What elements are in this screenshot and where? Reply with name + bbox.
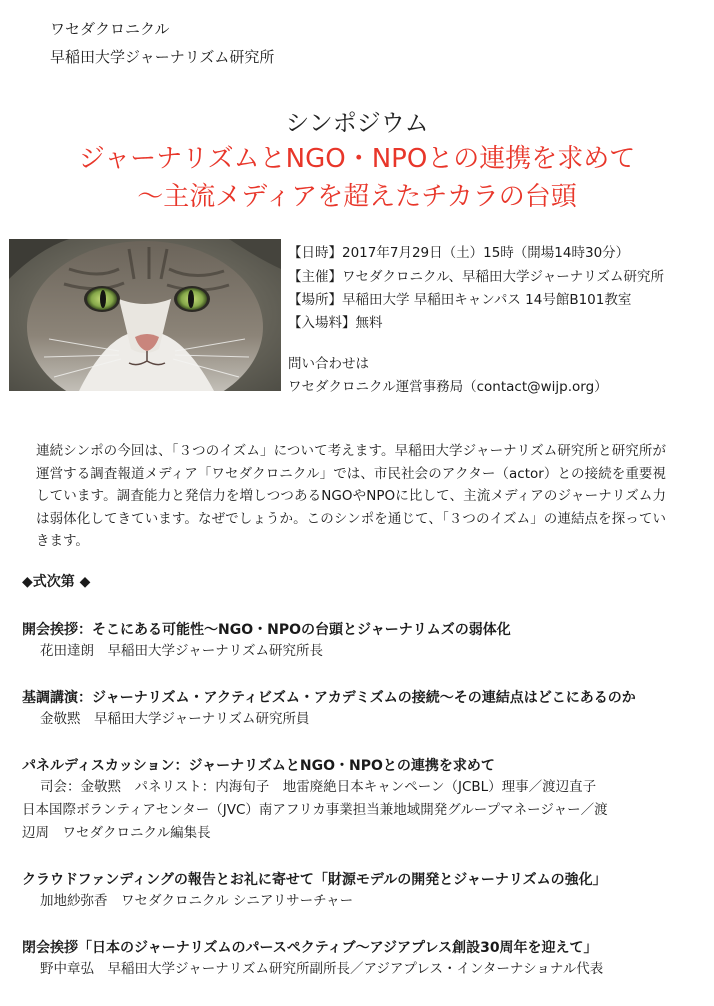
event-date: 【日時】2017年7月29日（土）15時（開場14時30分） — [288, 245, 630, 261]
cat-photo — [9, 239, 281, 391]
schedule-item-speaker: 金敬黙 早稲田大学ジャーナリズム研究所員 — [40, 711, 310, 727]
event-host: 【主催】ワセダクロニクル、早稲田大学ジャーナリズム研究所 — [288, 269, 664, 285]
organizer-institute: 早稲田大学ジャーナリズム研究所 — [50, 48, 275, 66]
event-venue: 【場所】早稲田大学 早稲田キャンパス 14号館B101教室 — [288, 292, 632, 308]
contact-label: 問い合わせは — [288, 356, 369, 372]
schedule-item-title: 基調講演：ジャーナリズム・アクティビズム・アカデミズムの接続〜その連結点はどこにあるのか — [22, 690, 636, 706]
contact-info: ワセダクロニクル運営事務局（contact@wijp.org） — [288, 379, 608, 395]
schedule-item-title: 閉会挨拶「日本のジャーナリズムのパースペクティブ〜アジアプレス創設30周年を迎えて」 — [22, 940, 598, 956]
schedule-item-speaker: 辺周 ワセダクロニクル編集長 — [22, 825, 211, 841]
organizer-name: ワセダクロニクル — [50, 20, 170, 38]
schedule-item-speaker: 司会：金敬黙 パネリスト：内海旬子 地雷廃絶日本キャンペーン（JCBL）理事／渡辺直子 — [40, 779, 597, 795]
schedule-item-speaker: 花田達朗 早稲田大学ジャーナリズム研究所長 — [40, 643, 323, 659]
schedule-heading: ◆式次第 ◆ — [22, 574, 91, 590]
schedule-item-speaker: 加地紗弥香 ワセダクロニクル シニアリサーチャー — [40, 893, 354, 909]
intro-paragraph: 連続シンポの今回は、「３つのイズム」について考えます。早稲田大学ジャーナリズム研究所と研究所が運営する調査報道メディア「ワセダクロニクル」では、市民社会のアクター（actor）との接続を重要視しています。調査能力と発信力を増しつつあるNGOやNPOに比して、主流メディアのジャーナリズム力は弱体化してきています。なぜでしょうか。このシンポを通じて、「３つのイズム」の連結点を探っていきます。 — [36, 443, 666, 549]
schedule-item-title: 開会挨拶：そこにある可能性〜NGO・NPOの台頭とジャーナリムズの弱体化 — [22, 622, 511, 638]
schedule-item-speaker: 野中章弘 早稲田大学ジャーナリズム研究所副所長／アジアプレス・インターナショナル代表 — [40, 961, 604, 977]
schedule-item-title: クラウドファンディングの報告とお礼に寄せて「財源モデルの開発とジャーナリズムの強化」 — [22, 872, 607, 888]
schedule-item-speaker: 日本国際ボランティアセンター（JVC）南アフリカ事業担当兼地域開発グループマネージャー／渡 — [22, 802, 608, 818]
event-title-line2: 〜主流メディアを超えたチカラの台頭 — [137, 182, 577, 212]
event-type: シンポジウム — [285, 109, 429, 137]
event-title-line1: ジャーナリズムとNGO・NPOとの連携を求めて — [78, 144, 636, 174]
schedule-item-title: パネルディスカッション：ジャーナリズムとNGO・NPOとの連携を求めて — [22, 758, 495, 774]
event-fee: 【入場料】無料 — [288, 315, 383, 331]
